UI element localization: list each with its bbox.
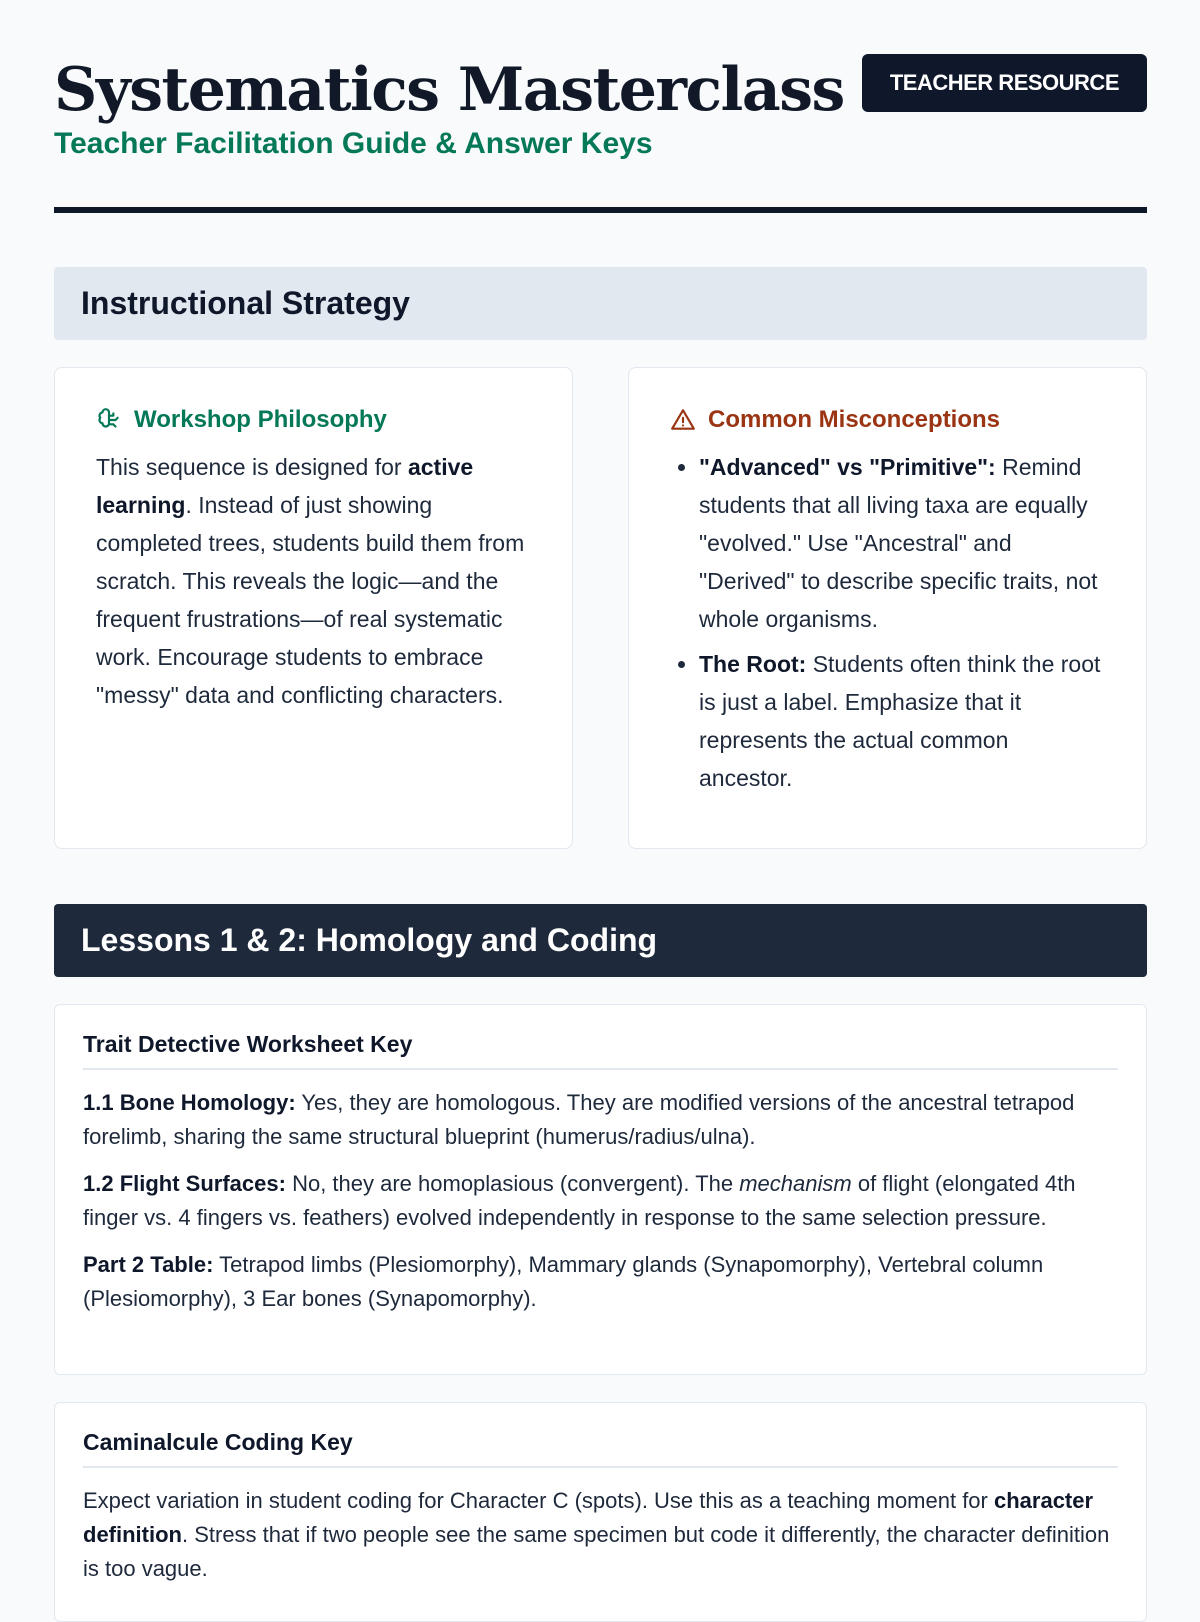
answer-1-2 bbox=[83, 1167, 1118, 1235]
answer-text: of flight (elongated 4th finger vs. 4 fingers vs. feathers) evolved independently in response to the same selection pressure. bbox=[83, 1171, 1076, 1230]
philosophy-text-part: This sequence is designed for bbox=[96, 454, 408, 480]
philosophy-card-header bbox=[96, 406, 532, 434]
misconceptions-card-title: Common Misconceptions bbox=[708, 406, 1001, 433]
coding-text-part: Expect variation in student coding for Character C (spots). Use this as a teaching moment for bbox=[83, 1488, 994, 1513]
answer-label: Part 2 Table: bbox=[83, 1252, 214, 1277]
answer-label: 1.2 Flight Surfaces: bbox=[83, 1171, 286, 1196]
trait-detective-key-panel bbox=[54, 1004, 1147, 1375]
philosophy-text-part: . Instead of just showing completed trees, students build them from scratch. This reveals the logic—and the frequent frustrations—of real systematic work. Encourage students to embrace "messy" data and conflicting characters. bbox=[96, 492, 525, 708]
list-item-text: Students often think the root is just a label. Emphasize that it represents the actual common ancestor. bbox=[699, 651, 1101, 791]
section-heading-strategy: Instructional Strategy bbox=[54, 267, 1147, 340]
misconceptions-list bbox=[670, 448, 1106, 797]
teacher-resource-badge: TEACHER RESOURCE bbox=[862, 54, 1147, 112]
misconceptions-card-header bbox=[670, 406, 1106, 434]
answer-1-1 bbox=[83, 1086, 1118, 1154]
caminalcule-key-title: Caminalcule Coding Key bbox=[83, 1429, 1118, 1468]
list-item-text: Remind students that all living taxa are equally "evolved." Use "Ancestral" and "Derived" to describe specific traits, not whole organisms. bbox=[699, 454, 1098, 632]
list-item-label: The Root: bbox=[699, 651, 807, 677]
answer-text: No, they are homoplasious (convergent). The bbox=[285, 1171, 740, 1196]
header-divider bbox=[54, 207, 1147, 213]
brain-icon bbox=[96, 407, 122, 433]
page-subtitle: Teacher Facilitation Guide & Answer Keys bbox=[54, 127, 653, 160]
philosophy-card bbox=[54, 367, 573, 849]
philosophy-text bbox=[96, 448, 532, 714]
trait-detective-key-title: Trait Detective Worksheet Key bbox=[83, 1031, 1118, 1070]
caminalcule-key-panel bbox=[54, 1402, 1147, 1622]
section-heading-lessons: Lessons 1 & 2: Homology and Coding bbox=[54, 904, 1147, 977]
list-item bbox=[699, 645, 1106, 797]
answer-label: 1.1 Bone Homology: bbox=[83, 1090, 296, 1115]
coding-text-bold: character definition bbox=[83, 1488, 1094, 1547]
answer-text: Yes, they are homologous. They are modified versions of the ancestral tetrapod forelimb, sharing the same structural blueprint (humerus/radius/ulna). bbox=[83, 1090, 1075, 1149]
caminalcule-key-text bbox=[83, 1484, 1118, 1586]
list-item bbox=[699, 448, 1106, 638]
answer-text: Tetrapod limbs (Plesiomorphy), Mammary glands (Synapomorphy), Vertebral column (Plesiomorphy), 3 Ear bones (Synapomorphy). bbox=[83, 1252, 1044, 1311]
list-item-label: "Advanced" vs "Primitive": bbox=[699, 454, 996, 480]
warning-icon bbox=[670, 407, 696, 433]
header bbox=[54, 52, 1147, 162]
philosophy-text-bold: active learning bbox=[96, 454, 474, 518]
philosophy-card-title: Workshop Philosophy bbox=[134, 406, 387, 433]
answer-text-italic: mechanism bbox=[739, 1171, 852, 1196]
misconceptions-card bbox=[628, 367, 1147, 849]
page-title: Systematics Masterclass bbox=[54, 55, 844, 125]
answer-part-2 bbox=[83, 1248, 1118, 1316]
coding-text-part: . Stress that if two people see the same specimen but code it differently, the character definition is too vague. bbox=[83, 1522, 1110, 1581]
